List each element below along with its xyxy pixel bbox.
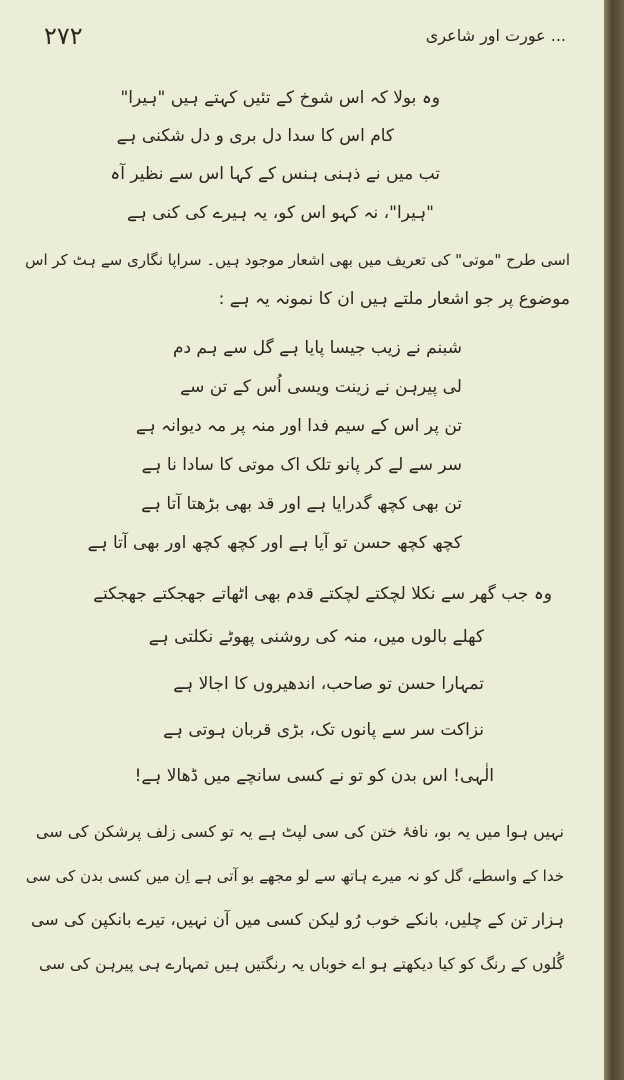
text-line: موضوع پر جو اشعار ملتے ہیں ان کا نمونہ یہ ہے : bbox=[218, 289, 570, 309]
page-number: ٢٧٢ bbox=[44, 22, 83, 50]
text-line: نزاکت سر سے پانوں تک، بڑی قربان ہوتی ہے bbox=[163, 720, 484, 740]
text-line: تن بھی کچھ گدرایا ہے اور قد بھی بڑھتا آتا ہے bbox=[141, 494, 462, 514]
text-line: سر سے لے کر پانو تلک اک موتی کا سادا نا ہے bbox=[141, 455, 462, 475]
running-title: ... عورت اور شاعری bbox=[425, 26, 566, 45]
text-line: گُلوں کے رنگ کو کیا دیکھتے ہو اے خوباں یہ رنگتیں ہیں تمہارے ہی پیرہن کی سی bbox=[39, 955, 564, 973]
text-line: کھلے بالوں میں، منہ کی روشنی پھوٹے نکلتی ہے bbox=[148, 627, 484, 647]
text-line: تمہارا حسن تو صاحب، اندھیروں کا اجالا ہے bbox=[173, 674, 484, 694]
text-line: "ہیرا"، نہ کہو اس کو، یہ ہیرے کی کنی ہے bbox=[126, 203, 434, 223]
text-line: شبنم نے زیب جیسا پایا ہے گل سے ہم دم bbox=[172, 338, 462, 358]
text-line: وہ بولا کہ اس شوخ کے تئیں کہتے ہیں "ہیرا" bbox=[120, 88, 440, 108]
text-line: کام اس کا سدا دل بری و دل شکنی ہے bbox=[116, 126, 394, 146]
text-line: خدا کے واسطے، گل کو نہ میرے ہاتھ سے لو مجھے بو آتی ہے اِن میں کسی بدن کی سی bbox=[25, 867, 564, 885]
text-line: وہ جب گھر سے نکلا لچکتے لچکتے قدم بھی اٹھاتے جھجکتے جھجکتے bbox=[93, 584, 552, 604]
text-line: ہزار تن کے چلیں، بانکے خوب رُو لیکن کسی میں آن نہیں، تیرے بانکپن کی سی bbox=[31, 910, 564, 929]
text-line: لی پیرہن نے زینت ویسی اُس کے تن سے bbox=[180, 377, 462, 397]
text-line: الٰہی! اس بدن کو تو نے کسی سانچے میں ڈھالا ہے! bbox=[134, 766, 494, 786]
text-line: اسی طرح "موتی" کی تعریف میں بھی اشعار موجود ہیں۔ سراپا نگاری سے ہٹ کر اس bbox=[25, 251, 570, 269]
text-line: کچھ کچھ حسن تو آیا ہے اور کچھ کچھ اور بھی آتا ہے bbox=[87, 533, 462, 553]
text-line: تن پر اس کے سیم فدا اور منہ پر مہ دیوانہ ہے bbox=[135, 416, 462, 436]
text-line: نہیں ہوا میں یہ بو، نافۂ ختن کی سی لپٹ ہے یہ تو کسی زلف پرشکن کی سی bbox=[35, 822, 564, 841]
page-edge bbox=[604, 0, 624, 1080]
text-line: تب میں نے ذہنی ہنس کے کہا اس سے نظیر آہ bbox=[110, 164, 440, 184]
